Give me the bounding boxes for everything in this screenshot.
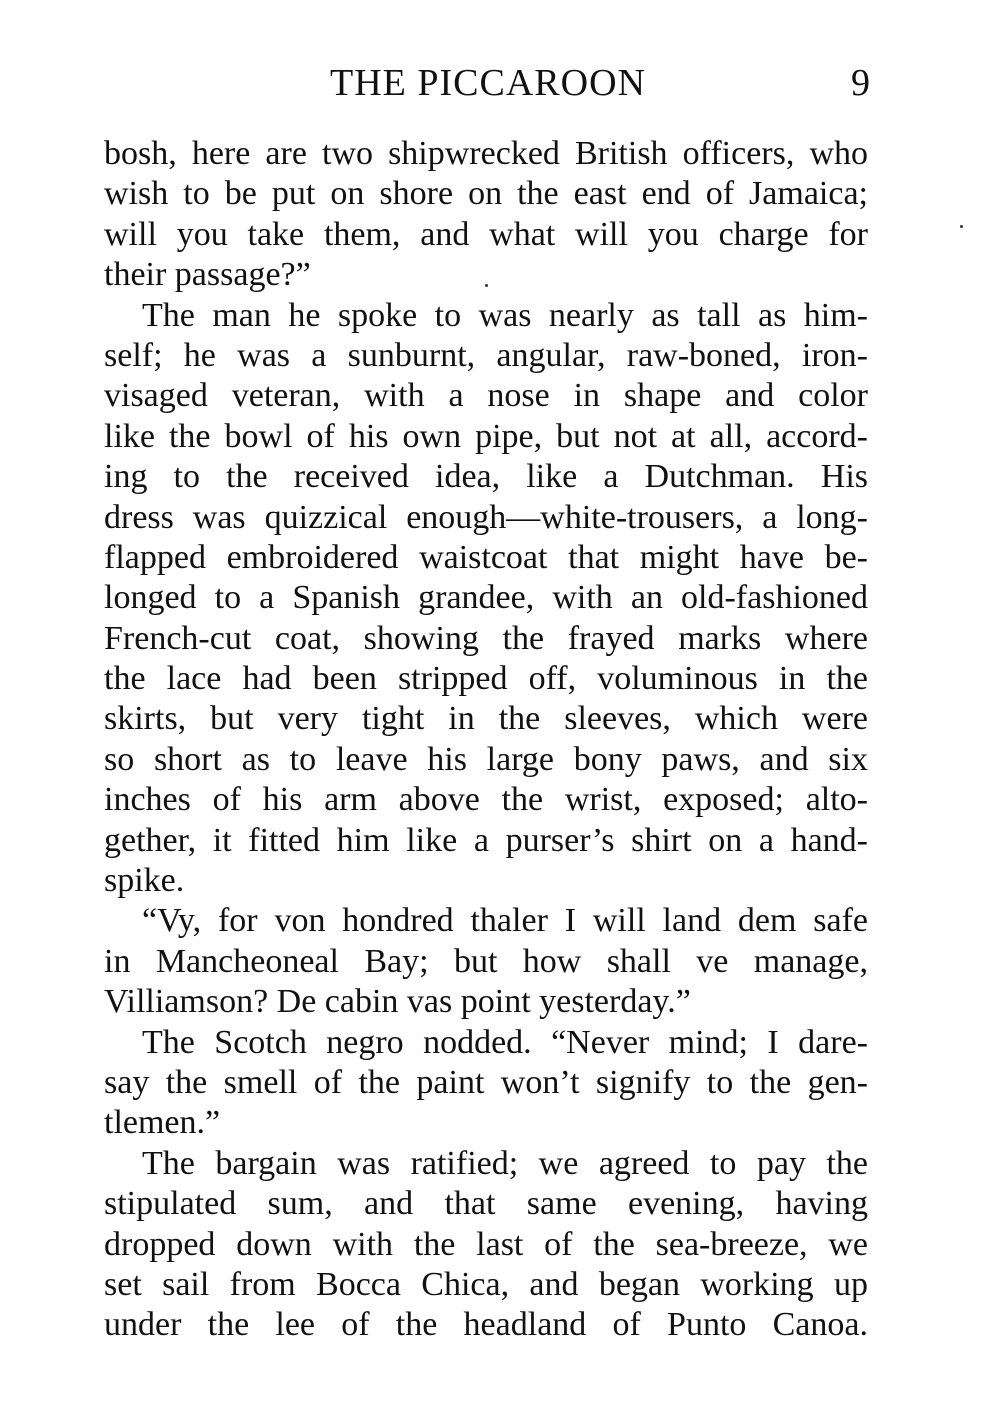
text-line: gether, it fitted him like a purser’s shirt on a hand- <box>104 821 868 859</box>
text-line: “Vy, for von hondred thaler I will land dem safe <box>142 902 868 940</box>
text-line: tlemen.” <box>104 1104 221 1142</box>
text-line: say the smell of the paint won’t signify to the gen- <box>104 1063 868 1101</box>
text-line: French-cut coat, showing the frayed marks where <box>104 619 868 657</box>
text-line: flapped embroidered waistcoat that might have be- <box>104 538 868 576</box>
text-line: the lace had been stripped off, voluminous in the <box>104 660 868 698</box>
text-line: visaged veteran, with a nose in shape and color <box>104 377 868 415</box>
print-speck <box>960 225 963 228</box>
text-line: dress was quizzical enough—white-trousers, a long- <box>104 498 868 536</box>
text-line: dropped down with the last of the sea-breeze, we <box>104 1225 868 1263</box>
text-line: The Scotch negro nodded. “Never mind; I dare- <box>142 1023 868 1061</box>
text-line: longed to a Spanish grandee, with an old-fashioned <box>104 579 868 617</box>
text-line: set sail from Bocca Chica, and began working up <box>104 1265 868 1303</box>
text-line: inches of his arm above the wrist, exposed; alto- <box>104 781 868 819</box>
running-head <box>104 58 870 108</box>
print-speck <box>485 284 488 287</box>
text-line: The bargain was ratified; we agreed to pay the <box>142 1144 868 1182</box>
text-line: under the lee of the headland of Punto Canoa. <box>104 1306 868 1344</box>
text-line: The man he spoke to was nearly as tall as him- <box>142 296 868 334</box>
text-line: Villiamson? De cabin vas point yesterday.” <box>104 983 691 1021</box>
text-line: so short as to leave his large bony paws, and six <box>104 740 868 778</box>
text-line: wish to be put on shore on the east end of Jamaica; <box>104 175 868 213</box>
text-line: spike. <box>104 862 185 900</box>
text-line: skirts, but very tight in the sleeves, which were <box>104 700 868 738</box>
text-line: self; he was a sunburnt, angular, raw-boned, iron- <box>104 336 868 374</box>
book-title: THE PICCAROON <box>330 62 646 104</box>
text-line: ing to the received idea, like a Dutchman. His <box>104 458 868 496</box>
text-line: will you take them, and what will you charge for <box>104 215 868 253</box>
page-number: 9 <box>851 62 870 104</box>
text-line: in Mancheoneal Bay; but how shall ve manage, <box>104 942 868 980</box>
text-line: their passage?” <box>104 256 311 294</box>
text-line: like the bowl of his own pipe, but not at all, accord- <box>104 417 868 455</box>
text-line: bosh, here are two shipwrecked British officers, who <box>104 135 868 172</box>
body-text <box>104 134 868 1346</box>
text-line: stipulated sum, and that same evening, having <box>104 1185 868 1223</box>
